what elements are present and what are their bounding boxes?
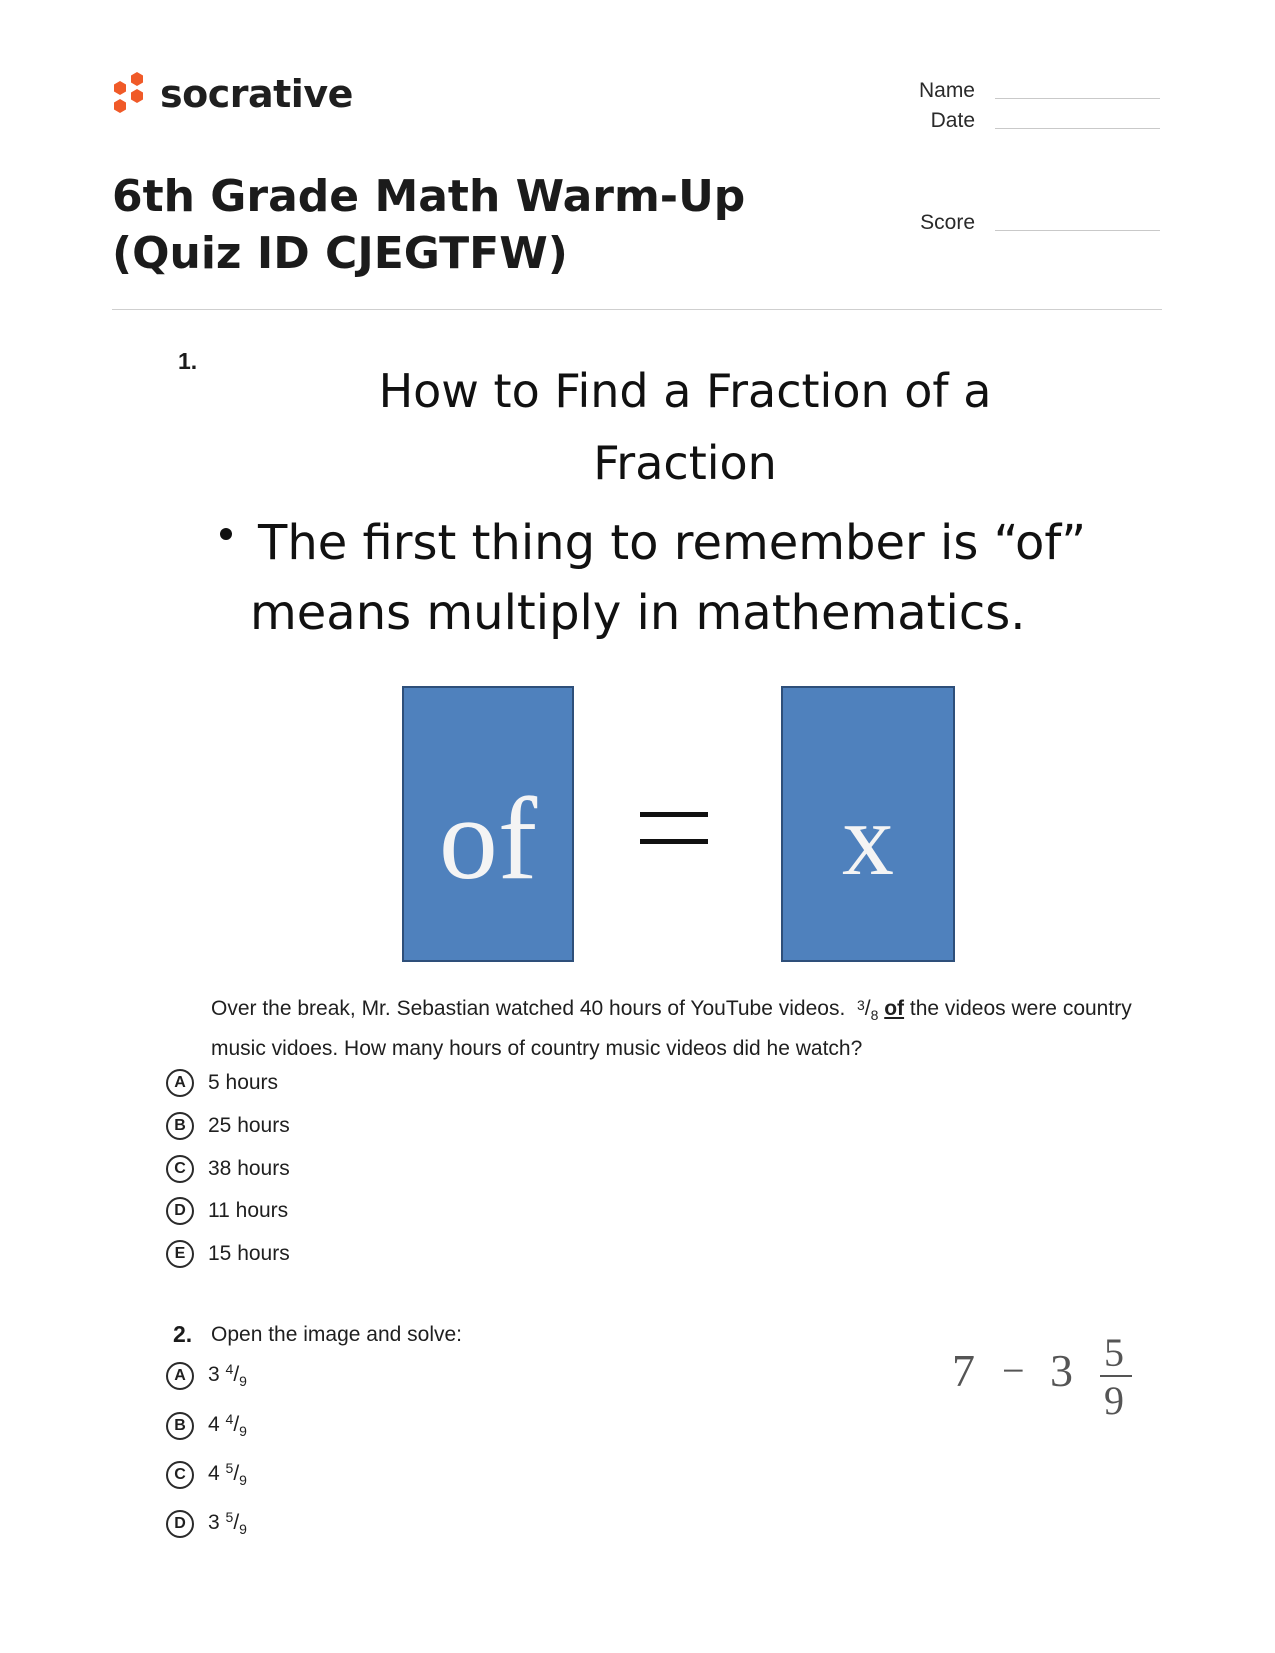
option-text: 11 hours [208, 1199, 289, 1222]
question-2-number: 2. [173, 1321, 193, 1347]
option-bubble[interactable]: D [166, 1197, 194, 1225]
svg-text:5: 5 [1104, 1330, 1124, 1375]
option-bubble[interactable]: C [166, 1461, 194, 1489]
option-text: 5 hours [208, 1071, 279, 1094]
option-text: 4 $^4/_9$ [208, 1410, 247, 1440]
name-line[interactable] [995, 98, 1160, 99]
q2-option-c[interactable] [166, 1461, 247, 1489]
option-bubble[interactable]: C [166, 1155, 194, 1183]
score-label: Score [920, 211, 975, 234]
question-1-number: 1. [178, 348, 198, 374]
svg-text:9: 9 [1104, 1378, 1124, 1420]
option-text: 15 hours [208, 1242, 290, 1265]
option-text: 38 hours [208, 1157, 290, 1180]
option-text: 25 hours [208, 1114, 290, 1137]
svg-text:3: 3 [1050, 1345, 1073, 1396]
date-line[interactable] [995, 128, 1160, 129]
date-label: Date [930, 109, 975, 132]
q2-option-d[interactable] [166, 1510, 247, 1538]
slide-bullet-line-2: means multiply in mathematics. [250, 585, 1026, 641]
option-bubble[interactable]: B [166, 1112, 194, 1140]
option-bubble[interactable]: E [166, 1240, 194, 1268]
socrative-logo-icon [110, 72, 150, 122]
slide-title: How to Find a Fraction of a Fraction [378, 364, 992, 490]
bullet-icon [220, 528, 232, 540]
option-bubble[interactable]: A [166, 1362, 194, 1390]
q1-option-b[interactable] [166, 1112, 290, 1140]
option-bubble[interactable]: B [166, 1412, 194, 1440]
of-emphasis: of [884, 997, 905, 1020]
option-text: 4 $^5/_9$ [208, 1459, 247, 1489]
fraction-numerator: 3 [856, 997, 865, 1013]
slide-bullet-line-1: The first thing to remember is “of” [258, 515, 1087, 571]
name-label: Name [918, 79, 975, 102]
fraction-denominator: 8 [870, 1007, 879, 1024]
option-text: 3 $^4/_9$ [208, 1360, 247, 1390]
math-expression-image[interactable] [950, 1330, 1150, 1420]
q1-option-c[interactable] [166, 1155, 290, 1183]
brand-name: socrative [160, 72, 353, 116]
score-line[interactable] [995, 230, 1160, 231]
svg-text:−: − [1002, 1348, 1025, 1393]
question-1-stem: Over the break, Mr. Sebastian watched 40 hours of YouTube videos. $^3/_8$ of the videos were country music vidoes. How many hours of country music videos did he watch? [211, 997, 1132, 1061]
svg-text:7: 7 [952, 1345, 975, 1396]
x-box: x [781, 686, 955, 962]
q2-option-a[interactable] [166, 1362, 247, 1390]
option-text: 3 $^5/_9$ [208, 1508, 247, 1538]
question-2-stem: Open the image and solve: [211, 1323, 462, 1346]
slide-bullet [250, 508, 1138, 648]
page-title: 6th Grade Math Warm-Up (Quiz ID CJEGTFW) [112, 171, 746, 279]
header-divider [112, 309, 1162, 310]
of-box: of [402, 686, 574, 962]
q1-option-d[interactable] [166, 1197, 288, 1225]
q1-option-e[interactable] [166, 1240, 290, 1268]
q2-option-b[interactable] [166, 1412, 247, 1440]
q1-option-a[interactable] [166, 1069, 278, 1097]
option-bubble[interactable]: A [166, 1069, 194, 1097]
equals-icon [640, 812, 708, 848]
option-bubble[interactable]: D [166, 1510, 194, 1538]
